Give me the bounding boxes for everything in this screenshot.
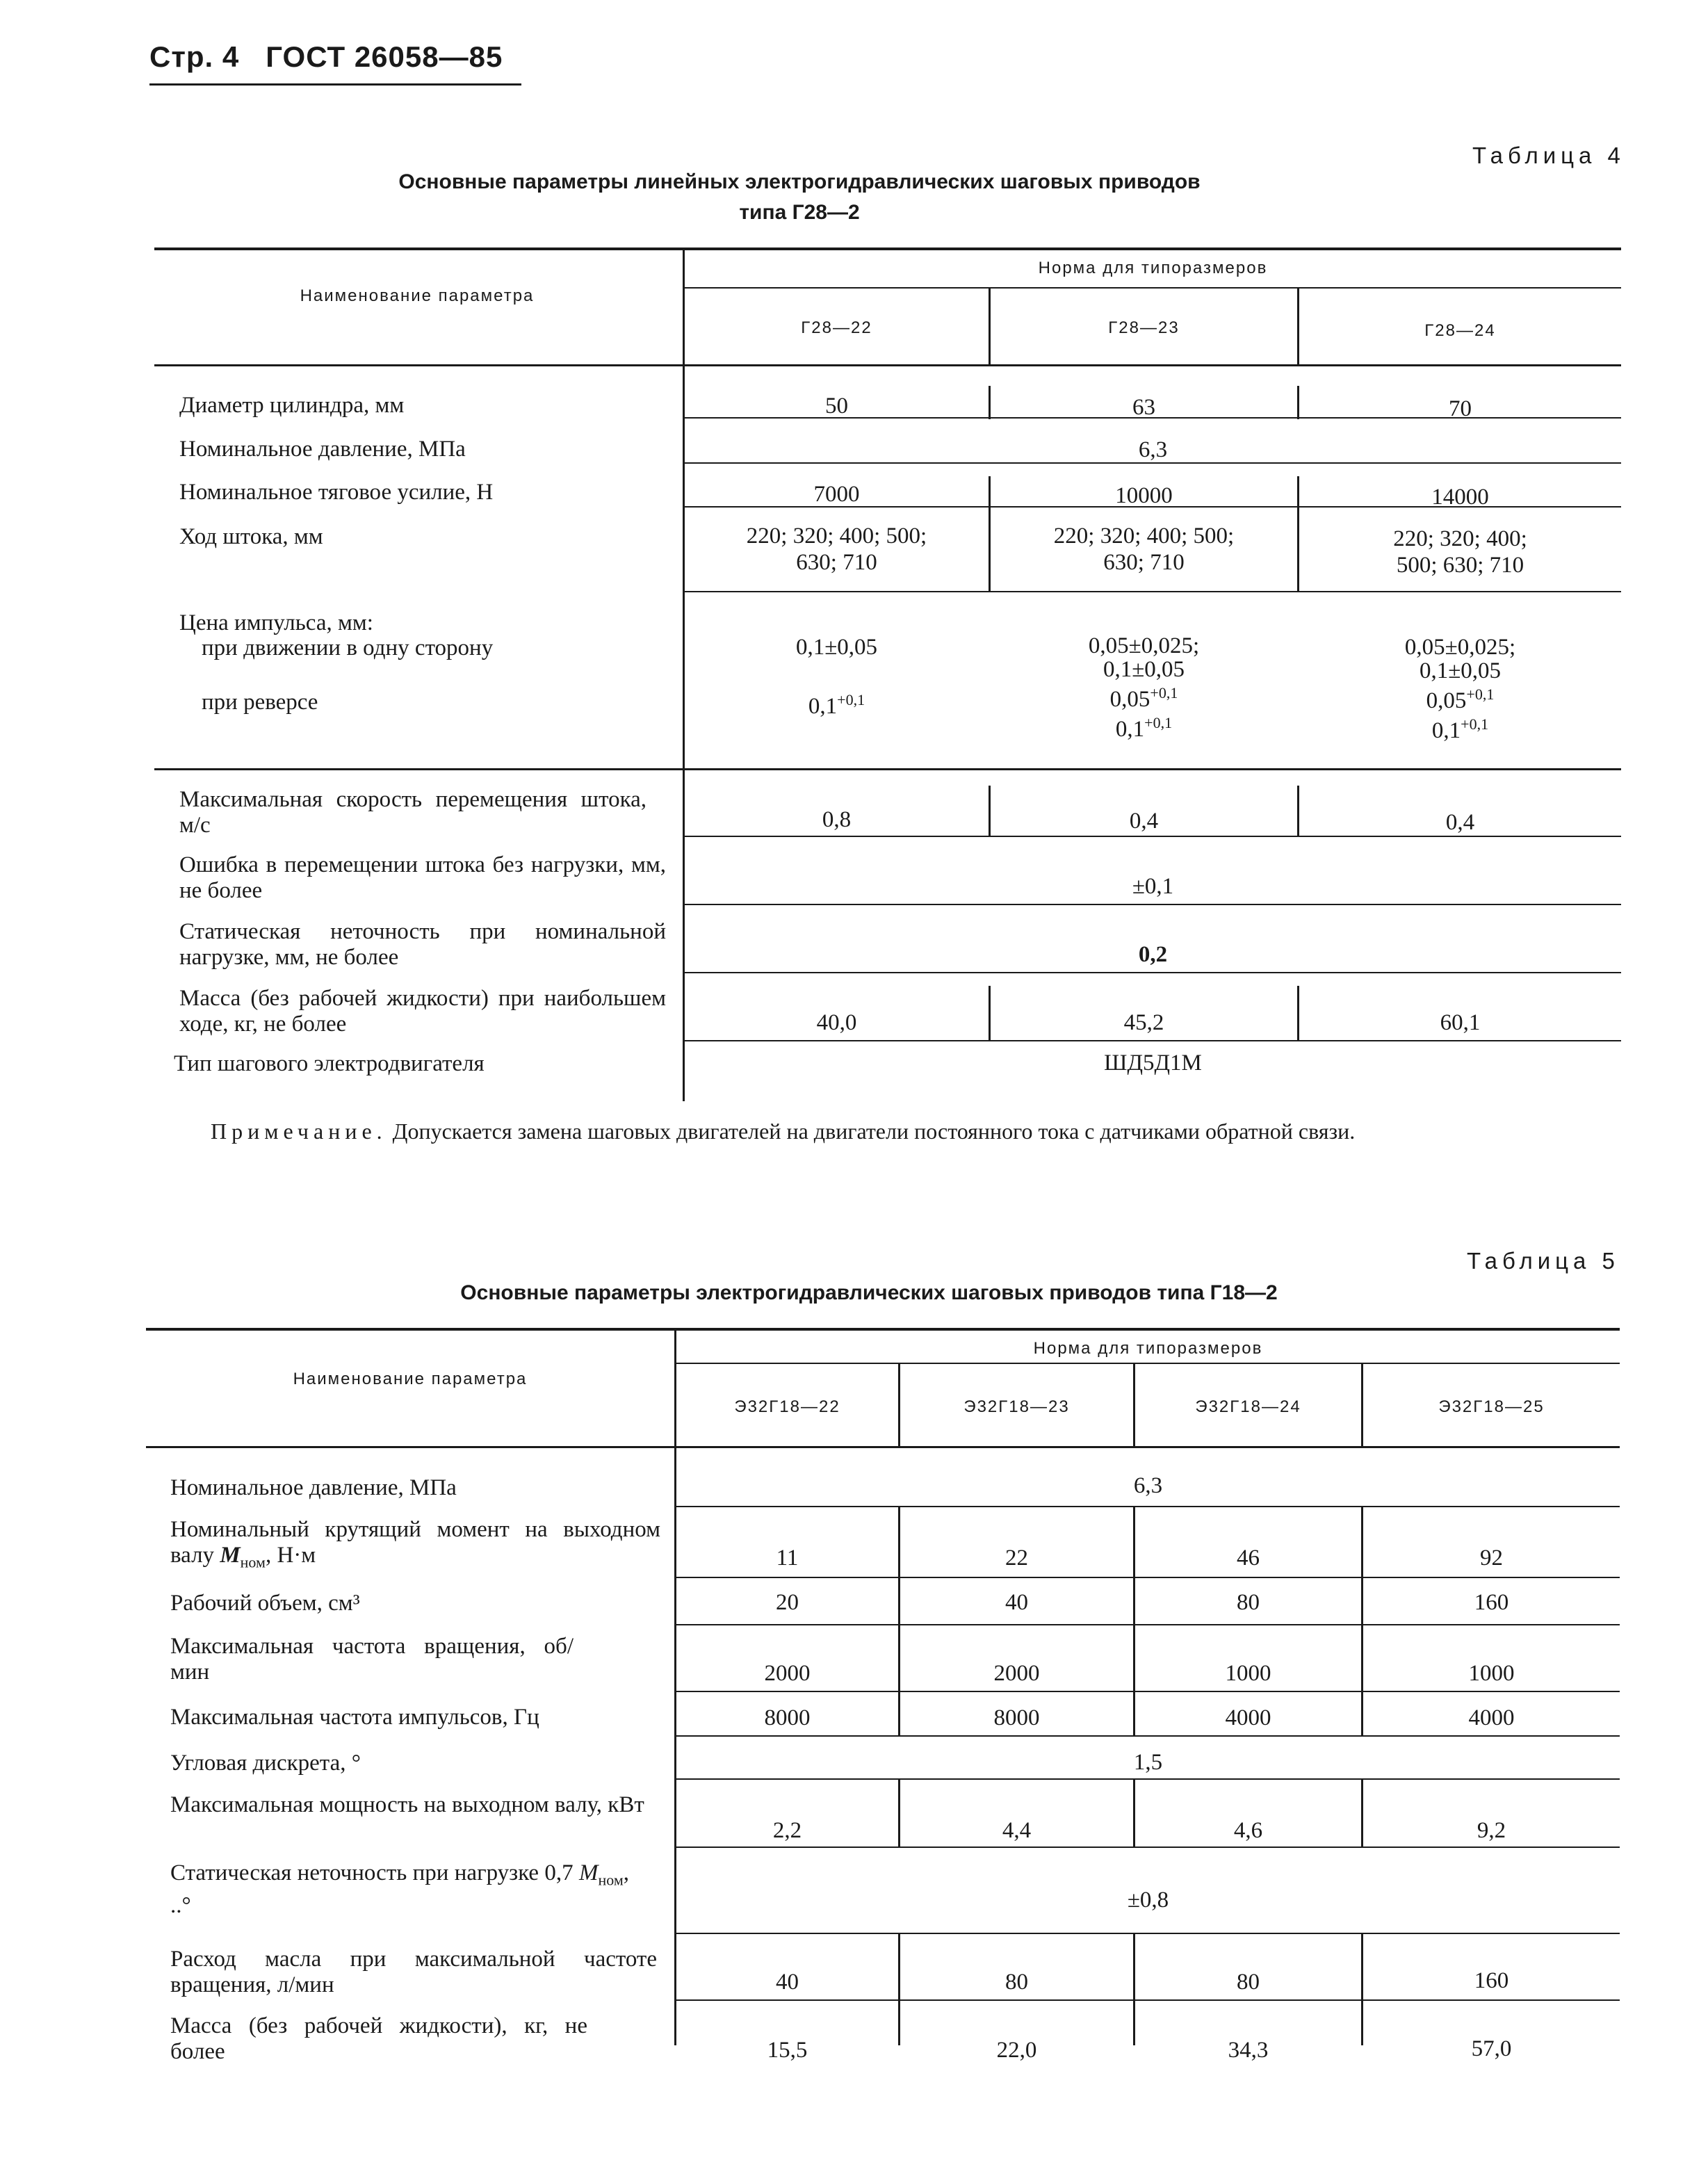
table5-row-power-text: Максимальная мощность на выходном валу, кВт [170, 1792, 644, 1817]
table5-cell: 1000 [1225, 1661, 1271, 1686]
table4-rule [685, 904, 1621, 905]
table4-cell-sup: +0,1 [1144, 714, 1173, 731]
table5-cell: 4,4 [1002, 1818, 1032, 1843]
table5-col-rule [1133, 1507, 1135, 1737]
table4-cell-line [991, 681, 1297, 711]
table5-group-rule [676, 1363, 1620, 1364]
table4-rule [685, 1040, 1621, 1041]
table4-cell [685, 523, 989, 576]
table5-row-torque-label [170, 1517, 660, 1575]
table4-cell-sup: +0,1 [1150, 684, 1178, 701]
table4-row-motor-label: Тип шагового электродвигателя [174, 1051, 485, 1076]
table5-row-power-label [143, 1792, 660, 1818]
table4-cell-line [1299, 713, 1621, 742]
table5-cell: 8000 [993, 1705, 1040, 1730]
table4-title-line2: типа Г28—2 [739, 201, 860, 224]
table5-rule [676, 1691, 1620, 1692]
table4-rule [154, 768, 1621, 770]
table5-cell: 4000 [1468, 1705, 1515, 1730]
table4-cell-line [991, 711, 1297, 741]
table4-row-impulse-label: Цена импульса, мм: [179, 610, 373, 635]
table4-cell: 40,0 [816, 1010, 857, 1035]
table5-col-rule [898, 1507, 900, 1737]
table5-row-torque-text: Номинальный крутящий момент на выходном валу [170, 1517, 660, 1568]
table5-label: Таблица 5 [1467, 1248, 1620, 1274]
table5-cell: 15,5 [767, 2038, 808, 2063]
table4-row-diameter-label: Диаметр цилиндра, мм [179, 393, 405, 418]
table5-rule [676, 1577, 1620, 1578]
table5-col-rule [674, 1329, 676, 2045]
table5-row-torque-sub: ном [240, 1553, 266, 1571]
table4-cell: 0,8 [822, 807, 852, 832]
table5-cell: 8000 [764, 1705, 811, 1730]
table5-cell: 160 [1474, 1590, 1509, 1615]
table4-col-rule [683, 249, 685, 1101]
table5-cell: 57,0 [1471, 2036, 1512, 2061]
table4-cell-line: 500; 630; 710 [1396, 553, 1524, 578]
table5-rule [676, 1933, 1620, 1934]
table4-cell: 70 [1449, 396, 1472, 421]
table4-size-3: Г28—24 [1424, 321, 1496, 340]
table4-cell: 0,1±0,05 [795, 635, 878, 660]
table4-cell-line [1299, 683, 1621, 713]
table4-cell: 63 [1132, 395, 1155, 420]
table4-row-error-label: Ошибка в перемещении штока без нагрузки, мм, не более [179, 852, 666, 903]
table5-cell: 40 [1005, 1590, 1028, 1615]
header-underline [149, 83, 521, 86]
table5-row-mass-text: Масса (без рабочей жидкости), кг, не более [170, 2013, 587, 2064]
table4-row-static-label: Статическая неточность при номинальной нагрузке, мм, не более [179, 919, 666, 970]
table4-cell: 60,1 [1440, 1010, 1481, 1035]
table5-row-mass-label [143, 2013, 587, 2065]
table4-group-header: Норма для типоразмеров [1038, 259, 1268, 277]
table5-row-static-unit: , ..° [170, 1860, 629, 1918]
table5-cell: 40 [776, 1970, 799, 1995]
table5-row-angle-label: Угловая дискрета, ° [170, 1751, 361, 1776]
table4-title-line1: Основные параметры линейных электрогидравлических шаговых приводов [398, 170, 1201, 193]
table4-cell-line: 0,1±0,05 [1103, 657, 1185, 682]
table5-cell: 80 [1237, 1970, 1260, 1995]
table4-cell-sup: +0,1 [837, 691, 865, 708]
table4-rule [685, 591, 1621, 592]
table5-row-oil-label [143, 1947, 657, 1998]
table5-row-static-text [143, 1860, 629, 1919]
page-header [149, 40, 503, 74]
table5-row-oil-text: Расход масла при максимальной частоте вращения, л/мин [170, 1947, 657, 1997]
table4-cell-base: 0,05 [1426, 688, 1467, 713]
table5-cell: 80 [1237, 1590, 1260, 1615]
table5-row-torque-symbol: M [220, 1543, 241, 1568]
table5-row-volume-label: Рабочий объем, см³ [170, 1591, 360, 1616]
table5-size-4: Э32Г18—25 [1438, 1397, 1545, 1416]
table5-cell: 22 [1005, 1545, 1028, 1571]
table5-cell: 2000 [764, 1661, 811, 1686]
table4-label: Таблица 4 [1472, 143, 1625, 168]
table4-rule [685, 836, 1621, 837]
table4-cell-line: 630; 710 [1103, 550, 1185, 575]
table5-cell: 46 [1237, 1545, 1260, 1571]
table5-rule [676, 1778, 1620, 1780]
table5-cell: 6,3 [1133, 1473, 1163, 1498]
table4-cell: 14000 [1431, 485, 1489, 510]
table5-rule [676, 1999, 1620, 2001]
table4-cell-base: 0,1 [1431, 718, 1461, 743]
table4-cell-line: 220; 320; 400; 500; [1053, 524, 1235, 549]
table5-cell: 1000 [1468, 1661, 1515, 1686]
table5-head-rule [146, 1446, 1620, 1448]
table5-cell: 2000 [993, 1661, 1040, 1686]
table5-cell: 160 [1474, 1968, 1509, 1993]
table4-cell: ±0,1 [1132, 874, 1174, 899]
table4-cell-sup: +0,1 [1466, 685, 1495, 703]
table5-cell: 92 [1480, 1545, 1503, 1571]
table5-row-rpm-label [143, 1634, 574, 1685]
table4-note [149, 1118, 1616, 1144]
table5-cell: 4,6 [1233, 1818, 1263, 1843]
table4-cell-line: 220; 320; 400; 500; [746, 524, 927, 549]
table4-cell: 0,4 [1445, 810, 1475, 835]
table4-cell-base: 0,1 [808, 694, 838, 719]
table5-cell: 11 [776, 1545, 799, 1571]
table5-cell: 80 [1005, 1970, 1028, 1995]
table4-cell-base: 0,1 [1115, 717, 1145, 742]
table4-cell: 45,2 [1123, 1010, 1164, 1035]
table4-row-impulse-reverse: при реверсе [202, 690, 318, 715]
table5-cell: 4000 [1225, 1705, 1271, 1730]
table4-rule [685, 972, 1621, 973]
table5-row-rpm-text: Максимальная частота вращения, об/мин [170, 1634, 574, 1685]
table5-row-static-sub: ном [598, 1871, 624, 1889]
table5-row-torque-unit: , Н·м [265, 1543, 316, 1568]
table5-row-static-symbol: M [578, 1860, 599, 1885]
table4-row-stroke-label: Ход штока, мм [179, 524, 323, 549]
table4-group-rule [685, 287, 1621, 289]
table5-col-rule [1361, 1507, 1363, 1737]
table5-param-header: Наименование параметра [293, 1370, 528, 1388]
table4-row-mass-label: Масса (без рабочей жидкости) при наибольшем ходе, кг, не более [179, 986, 666, 1037]
table5-row-freq-label: Максимальная частота импульсов, Гц [170, 1705, 539, 1730]
table5-row-pressure-label: Номинальное давление, МПа [170, 1475, 457, 1500]
table4-cell: 10000 [1115, 483, 1173, 508]
table4-size-1: Г28—22 [801, 318, 872, 337]
table4-cell [991, 523, 1297, 576]
note-label: Примечание. [211, 1119, 387, 1144]
table4-row-speed-label: Максимальная скорость перемещения штока, м/с [179, 787, 646, 838]
table5-cell: 9,2 [1477, 1818, 1506, 1843]
table5-size-2: Э32Г18—23 [963, 1397, 1070, 1416]
page-number: Стр. 4 [149, 40, 240, 73]
table5-cell: 2,2 [772, 1818, 802, 1843]
table5-title: Основные параметры электрогидравлических шаговых приводов типа Г18—2 [460, 1281, 1278, 1304]
table4-param-header: Наименование параметра [300, 286, 535, 305]
table5-cell: ±0,8 [1127, 1888, 1169, 1913]
table4-row-pressure-label: Номинальное давление, МПа [179, 437, 466, 462]
table4-cell-line: 0,1±0,05 [1419, 658, 1502, 683]
table5-size-3: Э32Г18—24 [1195, 1397, 1301, 1416]
table4-cell-line: 0,05±0,025; [1404, 635, 1516, 660]
table5-cell: 22,0 [996, 2038, 1037, 2063]
note-text: Допускается замена шаговых двигателей на двигатели постоянного тока с датчиками обратной связи. [392, 1119, 1356, 1144]
table4-cell: 6,3 [1138, 437, 1168, 462]
table5-group-header: Норма для типоразмеров [1033, 1339, 1263, 1358]
table5-rule [676, 1847, 1620, 1848]
table5-row-static-label [143, 1860, 629, 1919]
table5-row-static-text-a: Статическая неточность при нагрузке 0,7 [170, 1860, 579, 1885]
table5-size-1: Э32Г18—22 [734, 1397, 840, 1416]
standard-number: ГОСТ 26058—85 [266, 40, 503, 73]
table5-cell: 1,5 [1133, 1750, 1163, 1775]
table4-head-rule [154, 364, 1621, 366]
table5-rule [676, 1735, 1620, 1737]
table4-cell-line: 630; 710 [796, 550, 877, 575]
table4-cell: ШД5Д1М [1104, 1050, 1202, 1076]
table5-cell: 34,3 [1228, 2038, 1269, 2063]
table4-cell [991, 634, 1297, 741]
table4-cell [685, 687, 989, 720]
table4-row-force-label: Номинальное тяговое усилие, Н [179, 480, 494, 505]
table4-cell: 7000 [813, 482, 860, 507]
table4-cell: 0,2 [1138, 942, 1168, 967]
table4-cell-line: 0,05±0,025; [1088, 633, 1200, 658]
table4-top-rule [154, 247, 1621, 250]
table4-cell: 50 [825, 393, 848, 419]
table5-rule [676, 1624, 1620, 1625]
table5-cell: 20 [776, 1590, 799, 1615]
table4-cell [1299, 635, 1621, 742]
table4-cell [1299, 526, 1621, 578]
table4-title [278, 167, 1321, 228]
table5-top-rule [146, 1328, 1620, 1331]
table4-cell-base: 0,05 [1109, 687, 1150, 712]
table4-cell-sup: +0,1 [1461, 715, 1489, 733]
table4-cell-line: 220; 320; 400; [1393, 526, 1527, 551]
table4-size-2: Г28—23 [1108, 318, 1180, 337]
table5-rule [676, 1506, 1620, 1507]
table4-row-impulse-one-dir: при движении в одну сторону [202, 635, 494, 660]
table4-cell: 0,4 [1129, 809, 1159, 834]
